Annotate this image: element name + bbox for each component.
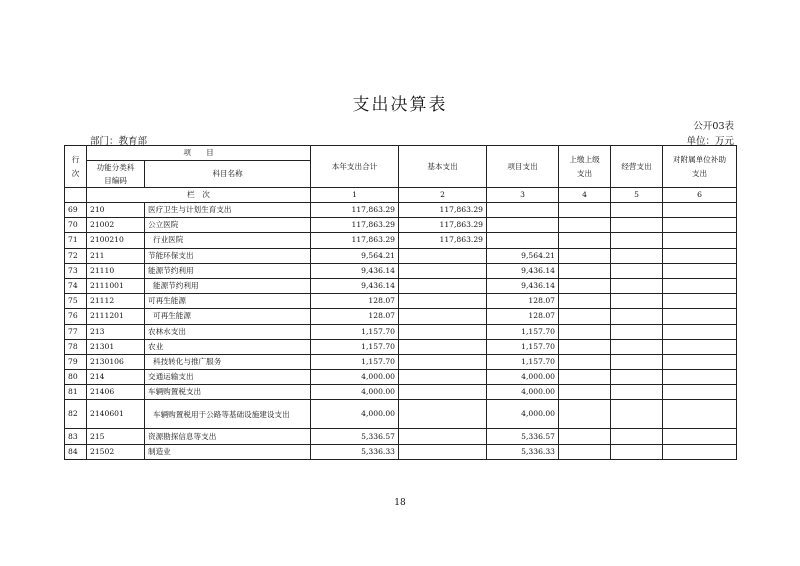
total-cell: 9,436.14	[311, 263, 399, 278]
basic-cell: 117,863.29	[399, 218, 487, 233]
project-cell	[487, 233, 559, 248]
remit-cell	[559, 203, 611, 218]
subsidy-header: 对附属单位补助 支出	[663, 146, 737, 188]
table-row	[65, 263, 737, 278]
remit-cell	[559, 429, 611, 444]
function-code-cell: 214	[87, 370, 145, 385]
row-number-cell: 79	[65, 354, 87, 369]
remit-cell	[559, 309, 611, 324]
function-code-cell: 21301	[87, 339, 145, 354]
total-cell: 1,157.70	[311, 324, 399, 339]
subsidy-cell	[663, 203, 737, 218]
row-number-cell: 78	[65, 339, 87, 354]
subsidy-cell	[663, 370, 737, 385]
function-code-cell: 2130106	[87, 354, 145, 369]
subject-name-cell: 能源节约利用	[145, 263, 311, 278]
subsidy-cell	[663, 263, 737, 278]
basic-cell	[399, 429, 487, 444]
subsidy-cell	[663, 278, 737, 293]
subject-name-cell: 科技转化与推广服务	[145, 354, 311, 369]
subject-name-cell: 农林水支出	[145, 324, 311, 339]
operating-cell	[611, 278, 663, 293]
operating-cell	[611, 309, 663, 324]
table-row	[65, 233, 737, 248]
subsidy-cell	[663, 429, 737, 444]
basic-cell: 117,863.29	[399, 233, 487, 248]
function-code-cell: 21002	[87, 218, 145, 233]
operating-cell	[611, 385, 663, 400]
operating-cell	[611, 400, 663, 429]
table-row	[65, 203, 737, 218]
row-number-cell: 84	[65, 444, 87, 459]
subject-name-cell: 医疗卫生与计划生育支出	[145, 203, 311, 218]
operating-cell	[611, 263, 663, 278]
remit-cell	[559, 294, 611, 309]
basic-cell	[399, 309, 487, 324]
column-number: 3	[487, 188, 559, 203]
operating-cell	[611, 444, 663, 459]
subsidy-cell	[663, 233, 737, 248]
form-number: 公开03表	[693, 121, 734, 132]
remit-header: 上缴上级 支出	[559, 146, 611, 188]
table-row	[65, 324, 737, 339]
row-number-cell: 81	[65, 385, 87, 400]
remit-cell	[559, 218, 611, 233]
column-number-blank	[65, 188, 87, 203]
subsidy-cell	[663, 354, 737, 369]
function-code-cell: 21502	[87, 444, 145, 459]
subsidy-cell	[663, 294, 737, 309]
project-cell: 1,157.70	[487, 324, 559, 339]
row-number-header: 行 次	[65, 146, 87, 188]
project-cell: 1,157.70	[487, 339, 559, 354]
total-cell: 9,564.21	[311, 248, 399, 263]
expenditure-table	[64, 145, 737, 460]
project-cell: 9,436.14	[487, 263, 559, 278]
subject-name-cell: 制造业	[145, 444, 311, 459]
row-number-cell: 72	[65, 248, 87, 263]
basic-cell	[399, 400, 487, 429]
row-number-cell: 77	[65, 324, 87, 339]
project-cell	[487, 203, 559, 218]
total-cell: 5,336.33	[311, 444, 399, 459]
total-cell: 1,157.70	[311, 354, 399, 369]
operating-cell	[611, 339, 663, 354]
column-number: 1	[311, 188, 399, 203]
project-expenditure-header: 项目支出	[487, 146, 559, 188]
total-cell: 4,000.00	[311, 370, 399, 385]
function-code-header: 功能分类科 目编码	[87, 161, 145, 188]
total-cell: 9,436.14	[311, 278, 399, 293]
remit-cell	[559, 400, 611, 429]
subject-name-cell: 公立医院	[145, 218, 311, 233]
project-cell: 5,336.33	[487, 444, 559, 459]
row-number-cell: 80	[65, 370, 87, 385]
subject-name-cell: 能源节约利用	[145, 278, 311, 293]
project-cell: 9,436.14	[487, 278, 559, 293]
column-number: 5	[611, 188, 663, 203]
basic-cell	[399, 294, 487, 309]
project-cell: 4,000.00	[487, 385, 559, 400]
department-label: 部门：教育部	[90, 136, 148, 147]
function-code-cell: 213	[87, 324, 145, 339]
total-cell: 4,000.00	[311, 400, 399, 429]
operating-header: 经营支出	[611, 146, 663, 188]
function-code-cell: 211	[87, 248, 145, 263]
table-row	[65, 429, 737, 444]
table-row	[65, 248, 737, 263]
subject-name-cell: 可再生能源	[145, 309, 311, 324]
remit-cell	[559, 324, 611, 339]
row-number-cell: 70	[65, 218, 87, 233]
basic-cell	[399, 385, 487, 400]
row-number-cell: 76	[65, 309, 87, 324]
function-code-cell: 210	[87, 203, 145, 218]
remit-cell	[559, 339, 611, 354]
basic-cell	[399, 278, 487, 293]
function-code-cell: 215	[87, 429, 145, 444]
subsidy-cell	[663, 400, 737, 429]
project-cell: 4,000.00	[487, 400, 559, 429]
total-cell: 128.07	[311, 294, 399, 309]
total-cell: 117,863.29	[311, 203, 399, 218]
total-cell: 117,863.29	[311, 218, 399, 233]
subject-name-cell: 农业	[145, 339, 311, 354]
subject-name-cell: 资源勘探信息等支出	[145, 429, 311, 444]
operating-cell	[611, 248, 663, 263]
row-number-cell: 75	[65, 294, 87, 309]
table-row	[65, 309, 737, 324]
row-number-cell: 74	[65, 278, 87, 293]
row-number-cell: 82	[65, 400, 87, 429]
basic-header: 基本支出	[399, 146, 487, 188]
basic-cell	[399, 370, 487, 385]
total-header: 本年支出合计	[311, 146, 399, 188]
remit-cell	[559, 385, 611, 400]
table-row	[65, 444, 737, 459]
subject-name-header: 科目名称	[145, 161, 311, 188]
basic-cell	[399, 248, 487, 263]
project-cell	[487, 218, 559, 233]
basic-cell	[399, 339, 487, 354]
column-number: 2	[399, 188, 487, 203]
row-number-cell: 69	[65, 203, 87, 218]
table-row	[65, 339, 737, 354]
table-row	[65, 294, 737, 309]
remit-cell	[559, 278, 611, 293]
table-row	[65, 370, 737, 385]
subsidy-cell	[663, 218, 737, 233]
table-row	[65, 278, 737, 293]
column-number: 6	[663, 188, 737, 203]
remit-cell	[559, 354, 611, 369]
table-row	[65, 354, 737, 369]
subsidy-cell	[663, 385, 737, 400]
subject-name-cell: 车辆购置税用于公路等基础设施建设支出	[145, 400, 311, 429]
remit-cell	[559, 370, 611, 385]
operating-cell	[611, 203, 663, 218]
project-cell: 5,336.57	[487, 429, 559, 444]
function-code-cell: 21406	[87, 385, 145, 400]
operating-cell	[611, 429, 663, 444]
project-cell: 128.07	[487, 294, 559, 309]
basic-cell	[399, 444, 487, 459]
column-number: 4	[559, 188, 611, 203]
operating-cell	[611, 294, 663, 309]
subsidy-cell	[663, 339, 737, 354]
remit-cell	[559, 444, 611, 459]
basic-cell	[399, 354, 487, 369]
subject-name-cell: 车辆购置税支出	[145, 385, 311, 400]
total-cell: 4,000.00	[311, 385, 399, 400]
function-code-cell: 2140601	[87, 400, 145, 429]
operating-cell	[611, 370, 663, 385]
subject-name-cell: 节能环保支出	[145, 248, 311, 263]
subject-name-cell: 交通运输支出	[145, 370, 311, 385]
total-cell: 1,157.70	[311, 339, 399, 354]
page-number: 18	[394, 498, 406, 508]
subject-name-cell: 行业医院	[145, 233, 311, 248]
function-code-cell: 2111001	[87, 278, 145, 293]
project-cell: 4,000.00	[487, 370, 559, 385]
row-number-cell: 73	[65, 263, 87, 278]
remit-cell	[559, 233, 611, 248]
subject-name-cell: 可再生能源	[145, 294, 311, 309]
project-header: 项 目	[87, 146, 311, 161]
subsidy-cell	[663, 248, 737, 263]
subsidy-cell	[663, 309, 737, 324]
remit-cell	[559, 263, 611, 278]
page-title: 支出决算表	[352, 95, 448, 115]
project-cell: 9,564.21	[487, 248, 559, 263]
remit-cell	[559, 248, 611, 263]
basic-cell: 117,863.29	[399, 203, 487, 218]
total-cell: 117,863.29	[311, 233, 399, 248]
subsidy-cell	[663, 444, 737, 459]
row-number-cell: 71	[65, 233, 87, 248]
total-cell: 128.07	[311, 309, 399, 324]
project-cell: 1,157.70	[487, 354, 559, 369]
operating-cell	[611, 233, 663, 248]
unit-label: 单位：万元	[686, 136, 734, 147]
function-code-cell: 21110	[87, 263, 145, 278]
total-cell: 5,336.57	[311, 429, 399, 444]
basic-cell	[399, 324, 487, 339]
operating-cell	[611, 354, 663, 369]
project-cell: 128.07	[487, 309, 559, 324]
column-label: 栏 次	[87, 188, 311, 203]
row-number-cell: 83	[65, 429, 87, 444]
function-code-cell: 2100210	[87, 233, 145, 248]
subsidy-cell	[663, 324, 737, 339]
operating-cell	[611, 218, 663, 233]
function-code-cell: 21112	[87, 294, 145, 309]
table-row	[65, 400, 737, 429]
operating-cell	[611, 324, 663, 339]
table-row	[65, 385, 737, 400]
function-code-cell: 2111201	[87, 309, 145, 324]
table-row	[65, 218, 737, 233]
basic-cell	[399, 263, 487, 278]
